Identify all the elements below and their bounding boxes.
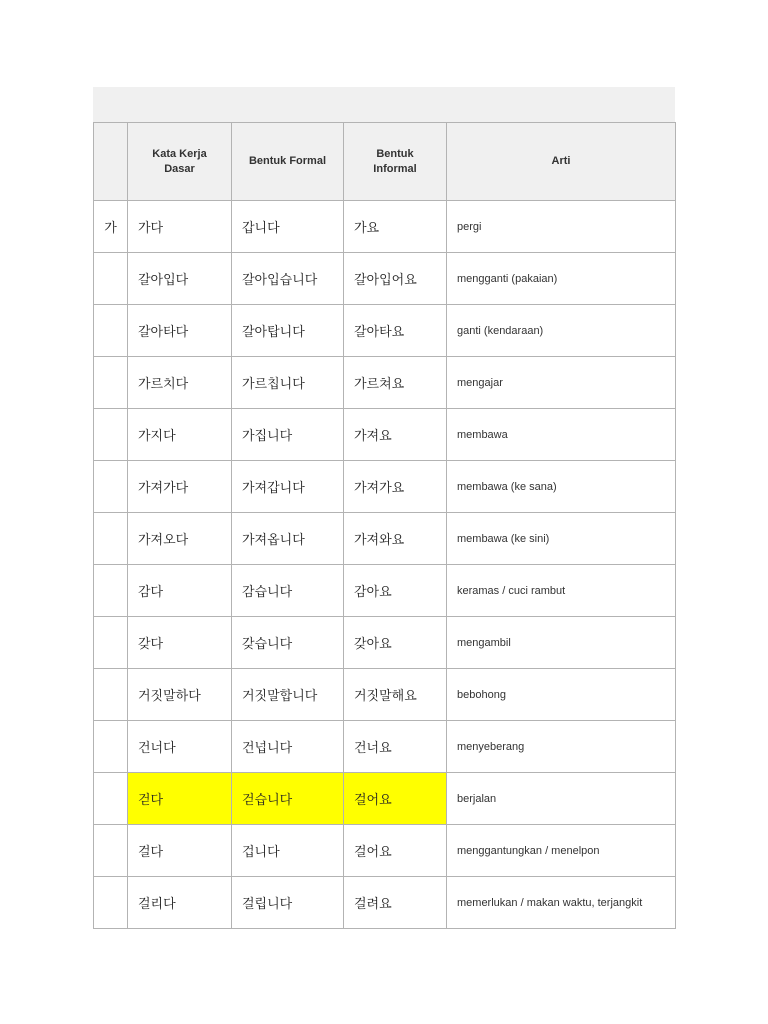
cell-index [94,513,128,565]
cell-kata-kerja-dasar: 걸다 [128,825,232,877]
cell-kata-kerja-dasar: 걷다 [128,773,232,825]
cell-kata-kerja-dasar: 가져가다 [128,461,232,513]
cell-index [94,565,128,617]
cell-index [94,253,128,305]
cell-bentuk-formal: 갖습니다 [232,617,344,669]
cell-bentuk-informal: 갈아입어요 [344,253,447,305]
cell-bentuk-formal: 걸립니다 [232,877,344,929]
table-caption-bar [93,87,675,122]
cell-bentuk-formal: 가져옵니다 [232,513,344,565]
cell-arti: menyeberang [447,721,676,773]
cell-arti: menggantungkan / menelpon [447,825,676,877]
cell-arti: membawa (ke sini) [447,513,676,565]
cell-index [94,825,128,877]
table-row [94,721,676,773]
cell-index [94,305,128,357]
cell-kata-kerja-dasar: 걸리다 [128,877,232,929]
table-row [94,565,676,617]
cell-index [94,721,128,773]
cell-bentuk-informal: 가져요 [344,409,447,461]
table-row [94,305,676,357]
cell-bentuk-informal: 가져와요 [344,513,447,565]
cell-arti: bebohong [447,669,676,721]
table-row [94,877,676,929]
cell-arti: pergi [447,201,676,253]
cell-kata-kerja-dasar: 감다 [128,565,232,617]
cell-index [94,617,128,669]
table-row [94,617,676,669]
cell-bentuk-formal: 거짓말합니다 [232,669,344,721]
cell-kata-kerja-dasar: 거짓말하다 [128,669,232,721]
cell-bentuk-informal: 건너요 [344,721,447,773]
cell-arti: keramas / cuci rambut [447,565,676,617]
cell-bentuk-formal: 가집니다 [232,409,344,461]
cell-kata-kerja-dasar: 갈아입다 [128,253,232,305]
cell-bentuk-informal: 갖아요 [344,617,447,669]
cell-bentuk-informal: 가요 [344,201,447,253]
cell-arti: mengajar [447,357,676,409]
cell-bentuk-informal: 걸려요 [344,877,447,929]
cell-index: 가 [94,201,128,253]
header-kata-kerja-dasar [128,123,232,201]
cell-arti: membawa [447,409,676,461]
cell-kata-kerja-dasar: 가르치다 [128,357,232,409]
table-row [94,409,676,461]
table-row [94,825,676,877]
cell-arti: mengambil [447,617,676,669]
cell-bentuk-formal: 갈아탑니다 [232,305,344,357]
cell-bentuk-informal: 가르쳐요 [344,357,447,409]
cell-kata-kerja-dasar: 가지다 [128,409,232,461]
cell-kata-kerja-dasar: 건너다 [128,721,232,773]
cell-arti: berjalan [447,773,676,825]
cell-index [94,669,128,721]
cell-bentuk-formal: 감습니다 [232,565,344,617]
header-bentuk-informal-label: Bentuk Informal [373,147,417,175]
header-arti-label: Arti [551,155,571,167]
cell-bentuk-informal: 걸어요 [344,825,447,877]
table-row [94,253,676,305]
cell-arti: ganti (kendaraan) [447,305,676,357]
cell-index [94,877,128,929]
cell-bentuk-formal: 갈아입습니다 [232,253,344,305]
cell-bentuk-informal: 갈아타요 [344,305,447,357]
cell-arti: mengganti (pakaian) [447,253,676,305]
cell-index [94,357,128,409]
table-row [94,357,676,409]
table-row [94,513,676,565]
verb-conjugation-table [93,122,676,929]
table-body [94,201,676,929]
table-row [94,773,676,825]
cell-kata-kerja-dasar: 갖다 [128,617,232,669]
cell-bentuk-formal: 건넙니다 [232,721,344,773]
cell-bentuk-formal: 가르칩니다 [232,357,344,409]
header-index [94,123,128,201]
cell-bentuk-informal: 가져가요 [344,461,447,513]
cell-kata-kerja-dasar: 가져오다 [128,513,232,565]
cell-arti: memerlukan / makan waktu, terjangkit [447,877,676,929]
header-kata-kerja-dasar-label: Kata Kerja Dasar [152,147,207,175]
header-bentuk-formal-label: Bentuk Formal [248,155,326,167]
table-row [94,669,676,721]
header-arti [447,123,676,201]
cell-bentuk-formal: 걷습니다 [232,773,344,825]
cell-index [94,409,128,461]
header-bentuk-formal [232,123,344,201]
cell-bentuk-informal: 걸어요 [344,773,447,825]
cell-index [94,773,128,825]
cell-bentuk-formal: 가져갑니다 [232,461,344,513]
cell-kata-kerja-dasar: 갈아타다 [128,305,232,357]
cell-bentuk-formal: 갑니다 [232,201,344,253]
table-row [94,461,676,513]
cell-bentuk-formal: 겁니다 [232,825,344,877]
cell-index [94,461,128,513]
header-bentuk-informal [344,123,447,201]
cell-bentuk-informal: 감아요 [344,565,447,617]
cell-arti: membawa (ke sana) [447,461,676,513]
cell-bentuk-informal: 거짓말해요 [344,669,447,721]
table-row [94,201,676,253]
table-header-row [94,123,676,201]
cell-kata-kerja-dasar: 가다 [128,201,232,253]
